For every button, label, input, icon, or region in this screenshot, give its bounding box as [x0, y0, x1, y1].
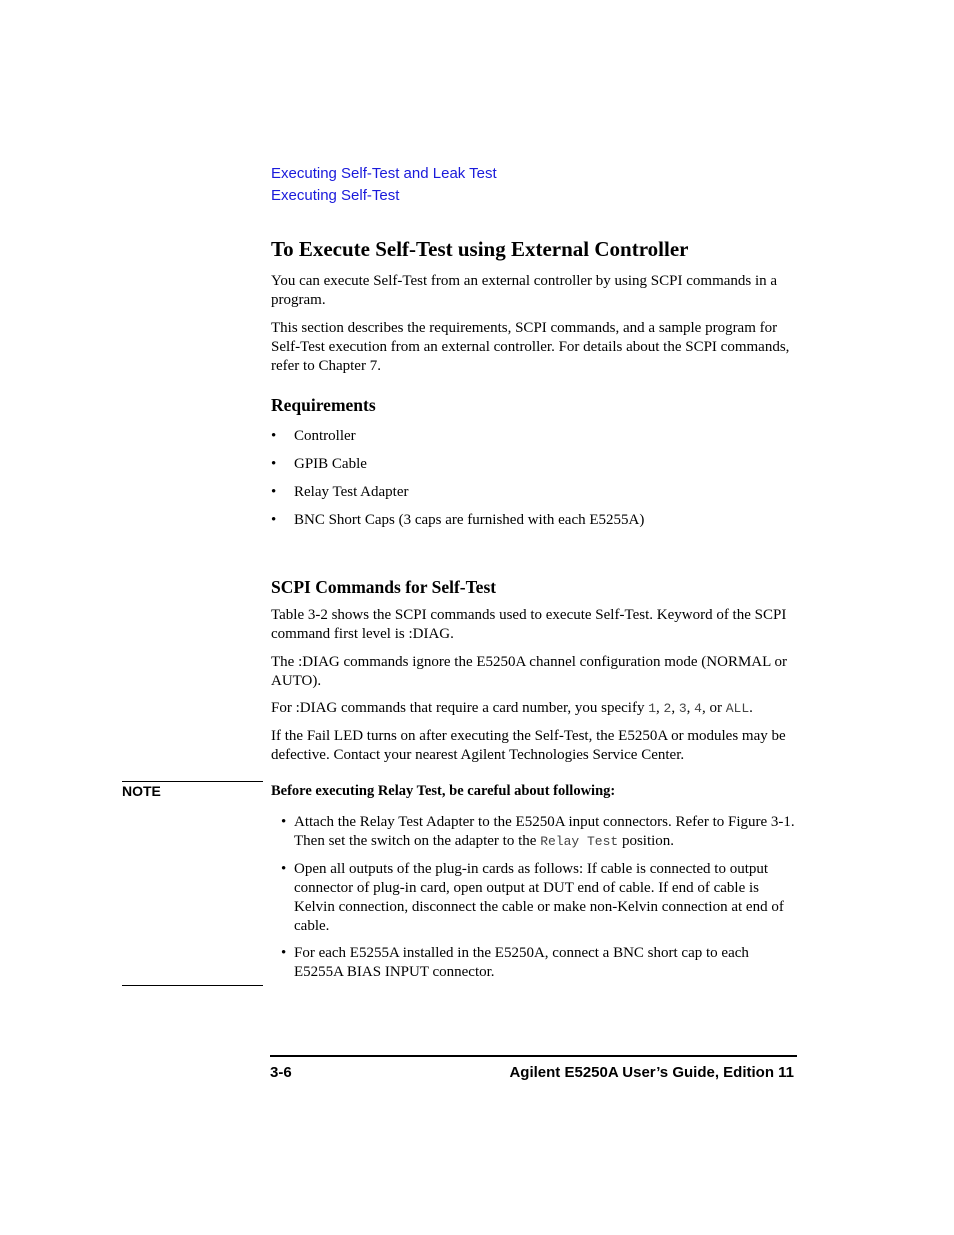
code-card-4: 4 — [694, 701, 702, 716]
note-label: NOTE — [122, 783, 161, 799]
scpi-heading: SCPI Commands for Self-Test — [271, 577, 497, 597]
link-executing-self-test-and-leak-test[interactable]: Executing Self-Test and Leak Test — [271, 165, 497, 182]
bullet-marker: • — [271, 456, 277, 472]
scpi-paragraph-4: If the Fail LED turns on after executing the Self-Test, the E5250A or modules may be defective. Contact your nearest Agilent Technologies Service Center. — [271, 728, 786, 763]
note-list-item — [271, 944, 796, 982]
page-number: 3-6 — [270, 1064, 292, 1081]
bullet-marker: • — [281, 945, 287, 961]
requirements-heading: Requirements — [271, 395, 376, 415]
code-card-1: 1 — [648, 701, 657, 716]
note-item-text: For each E5255A installed in the E5250A, connect a BNC short cap to each E5255A BIAS INPUT connector. — [294, 945, 749, 980]
intro-paragraph: You can execute Self-Test from an external controller by using SCPI commands in a program. — [271, 273, 778, 308]
note-item-text: Open all outputs of the plug-in cards as follows: If cable is connected to output connector of plug-in card, open output at DUT end of cable. If end of cable is Kelvin connection, disconnect the cable or make non-Kelvin connection at end of cable. — [294, 861, 784, 934]
code-card-all: ALL — [725, 701, 750, 716]
period: . — [749, 700, 753, 716]
note-item-1-post: position. — [618, 833, 675, 849]
list-item-text: GPIB Cable — [294, 456, 367, 472]
note-bottom-rule — [122, 985, 263, 986]
list-item-text: Relay Test Adapter — [294, 484, 409, 500]
note-item-1-pre: Attach the Relay Test Adapter to the E5250A input connectors. Refer to Figure 3-1. Then set the switch on the adapter to the — [294, 814, 795, 849]
scpi-paragraph-1: Table 3-2 shows the SCPI commands used to execute Self-Test. Keyword of the SCPI command first level is :DIAG. — [271, 607, 787, 642]
code-card-3: 3 — [678, 701, 687, 716]
note-list-item — [271, 813, 796, 851]
description-paragraph: This section describes the requirements, SCPI commands, and a sample program for Self-Test execution from an external controller. For details about the SCPI commands, refer to Chapter 7. — [271, 320, 790, 374]
bullet-marker: • — [271, 512, 277, 528]
scpi-paragraph-3 — [271, 699, 796, 718]
note-list-item — [271, 860, 796, 936]
bullet-marker: • — [271, 484, 277, 500]
bullet-marker: • — [281, 861, 287, 877]
code-relay-test: Relay Test — [540, 834, 619, 849]
scpi-paragraph-2: The :DIAG commands ignore the E5250A channel configuration mode (NORMAL or AUTO). — [271, 654, 787, 689]
footer-rule — [270, 1055, 797, 1057]
note-title: Before executing Relay Test, be careful about following: — [271, 783, 616, 799]
bullet-marker: • — [271, 428, 277, 444]
scpi-paragraph-3-prefix: For :DIAG commands that require a card number, you specify — [271, 700, 649, 716]
note-item-text — [294, 813, 796, 851]
note-top-rule — [122, 781, 263, 782]
bullet-marker: • — [281, 814, 287, 830]
list-item-text: Controller — [294, 428, 356, 444]
code-card-2: 2 — [663, 701, 672, 716]
list-item-text: BNC Short Caps (3 caps are furnished with each E5255A) — [294, 512, 645, 528]
separator: , — [671, 700, 679, 716]
footer-title: Agilent E5250A User’s Guide, Edition 11 — [509, 1064, 794, 1081]
link-executing-self-test[interactable]: Executing Self-Test — [271, 187, 400, 204]
separator: , — [656, 700, 664, 716]
separator: , or — [701, 700, 726, 716]
separator: , — [686, 700, 695, 716]
section-title: To Execute Self-Test using External Controller — [271, 237, 689, 261]
